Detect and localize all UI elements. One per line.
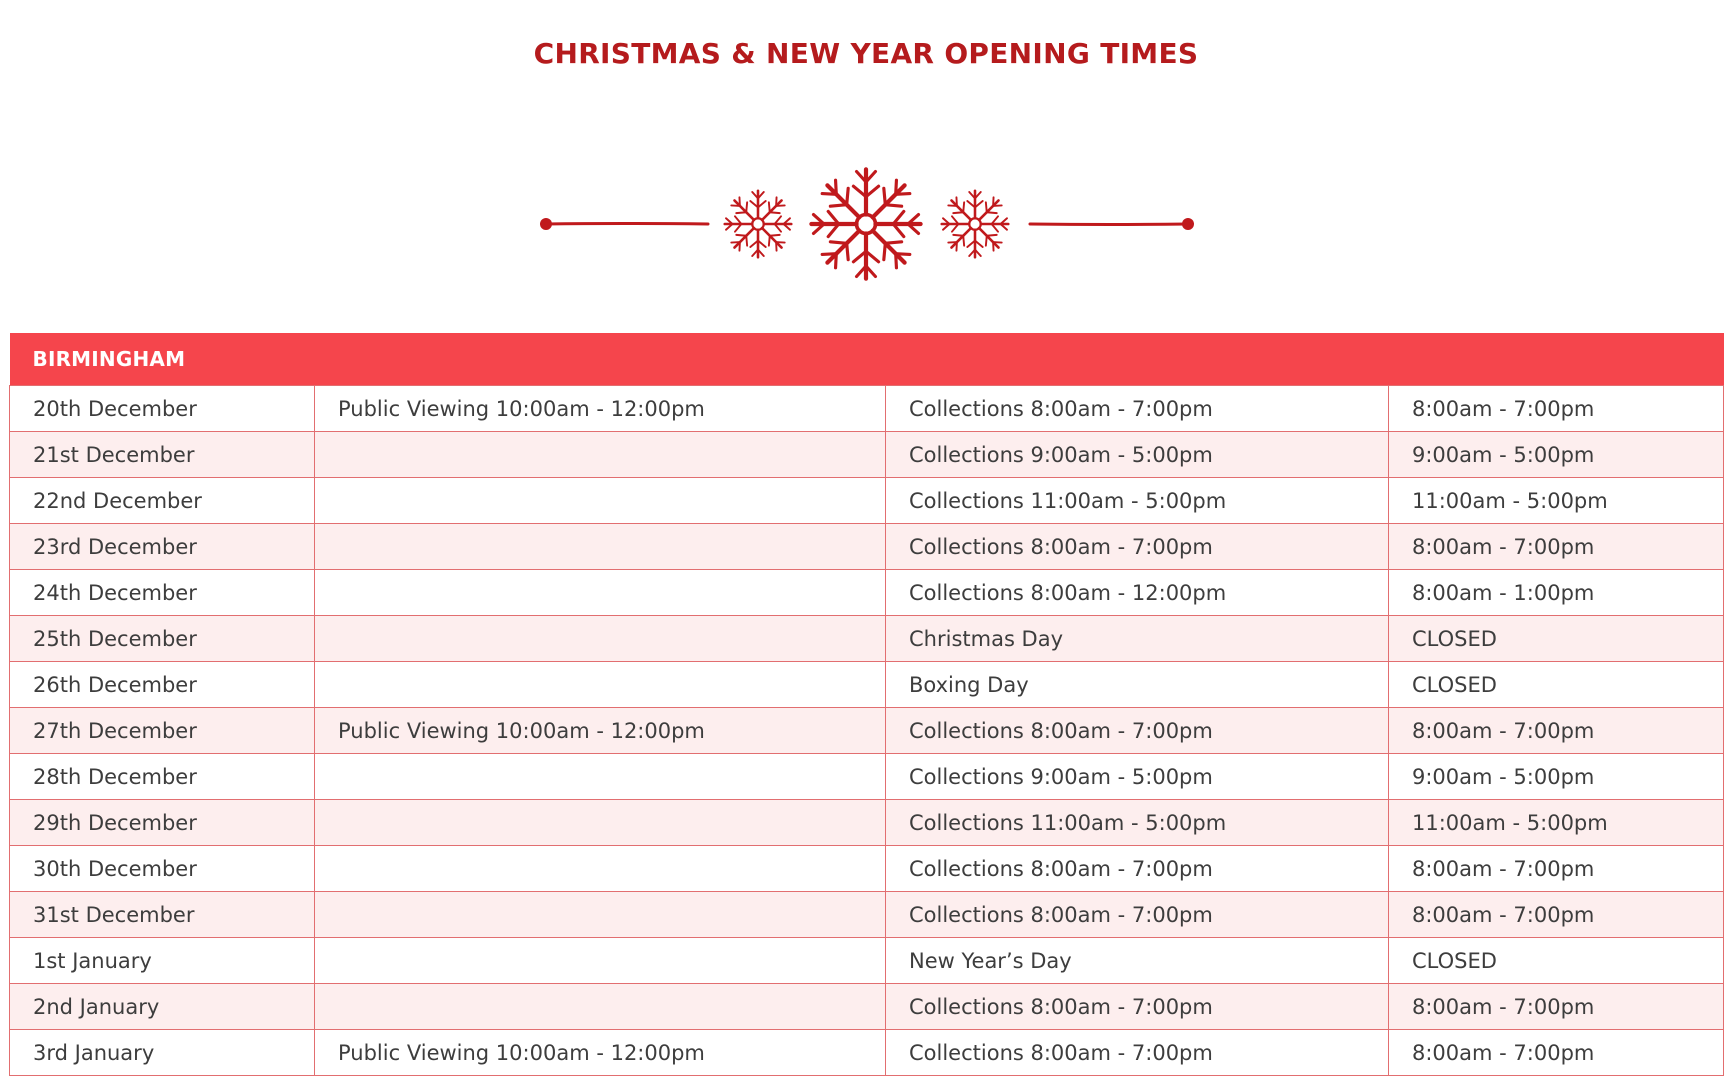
collections-cell: Collections 8:00am - 7:00pm <box>886 846 1389 892</box>
table-row <box>10 432 1724 478</box>
collections-cell: Collections 11:00am - 5:00pm <box>886 478 1389 524</box>
schedule-body <box>10 386 1724 1076</box>
viewing-cell: Public Viewing 10:00am - 12:00pm <box>315 1030 886 1076</box>
hours-cell: CLOSED <box>1389 616 1724 662</box>
date-cell: 27th December <box>10 708 315 754</box>
viewing-cell <box>315 662 886 708</box>
viewing-cell: Public Viewing 10:00am - 12:00pm <box>315 386 886 432</box>
hours-cell: 8:00am - 7:00pm <box>1389 386 1724 432</box>
viewing-cell <box>315 800 886 846</box>
table-row <box>10 754 1724 800</box>
date-cell: 26th December <box>10 662 315 708</box>
table-row <box>10 892 1724 938</box>
collections-cell: Collections 8:00am - 7:00pm <box>886 984 1389 1030</box>
viewing-cell <box>315 478 886 524</box>
collections-cell: Collections 9:00am - 5:00pm <box>886 754 1389 800</box>
hours-cell: 8:00am - 7:00pm <box>1389 708 1724 754</box>
collections-cell: Collections 8:00am - 7:00pm <box>886 386 1389 432</box>
hours-cell: 8:00am - 7:00pm <box>1389 524 1724 570</box>
opening-times-table <box>9 333 1724 1076</box>
collections-cell: Boxing Day <box>886 662 1389 708</box>
table-row <box>10 984 1724 1030</box>
collections-cell: Collections 11:00am - 5:00pm <box>886 800 1389 846</box>
divider-right-line <box>1030 224 1188 225</box>
date-cell: 31st December <box>10 892 315 938</box>
hours-cell: 11:00am - 5:00pm <box>1389 478 1724 524</box>
divider-right-dot <box>1182 218 1194 230</box>
hours-cell: CLOSED <box>1389 938 1724 984</box>
viewing-cell <box>315 984 886 1030</box>
collections-cell: Christmas Day <box>886 616 1389 662</box>
hours-cell: 8:00am - 7:00pm <box>1389 846 1724 892</box>
hours-cell: 8:00am - 1:00pm <box>1389 570 1724 616</box>
location-header-row <box>10 333 1724 386</box>
date-cell: 3rd January <box>10 1030 315 1076</box>
table-row <box>10 524 1724 570</box>
date-cell: 2nd January <box>10 984 315 1030</box>
hours-cell: 9:00am - 5:00pm <box>1389 754 1724 800</box>
collections-cell: Collections 8:00am - 7:00pm <box>886 892 1389 938</box>
table-row <box>10 1030 1724 1076</box>
viewing-cell <box>315 892 886 938</box>
date-cell: 29th December <box>10 800 315 846</box>
collections-cell: Collections 8:00am - 7:00pm <box>886 708 1389 754</box>
viewing-cell <box>315 754 886 800</box>
table-row <box>10 662 1724 708</box>
date-cell: 28th December <box>10 754 315 800</box>
small-snowflake-right-icon <box>942 191 1009 258</box>
collections-cell: Collections 8:00am - 7:00pm <box>886 524 1389 570</box>
snowflake-divider-icon <box>0 150 1732 290</box>
date-cell: 25th December <box>10 616 315 662</box>
table-row <box>10 616 1724 662</box>
hours-cell: 9:00am - 5:00pm <box>1389 432 1724 478</box>
table-row <box>10 708 1724 754</box>
viewing-cell <box>315 846 886 892</box>
small-snowflake-left-icon <box>725 191 792 258</box>
date-cell: 24th December <box>10 570 315 616</box>
table-row <box>10 570 1724 616</box>
page-title: CHRISTMAS & NEW YEAR OPENING TIMES <box>533 36 1199 70</box>
collections-cell: New Year’s Day <box>886 938 1389 984</box>
location-header: BIRMINGHAM <box>10 333 1724 386</box>
collections-cell: Collections 9:00am - 5:00pm <box>886 432 1389 478</box>
date-cell: 22nd December <box>10 478 315 524</box>
collections-cell: Collections 8:00am - 12:00pm <box>886 570 1389 616</box>
table-row <box>10 846 1724 892</box>
collections-cell: Collections 8:00am - 7:00pm <box>886 1030 1389 1076</box>
date-cell: 21st December <box>10 432 315 478</box>
viewing-cell <box>315 570 886 616</box>
large-snowflake-icon <box>811 169 920 278</box>
table-row <box>10 386 1724 432</box>
hours-cell: 8:00am - 7:00pm <box>1389 892 1724 938</box>
hours-cell: 8:00am - 7:00pm <box>1389 1030 1724 1076</box>
divider-left-line <box>546 224 708 225</box>
viewing-cell <box>315 524 886 570</box>
viewing-cell <box>315 432 886 478</box>
hours-cell: 8:00am - 7:00pm <box>1389 984 1724 1030</box>
hours-cell: CLOSED <box>1389 662 1724 708</box>
date-cell: 20th December <box>10 386 315 432</box>
viewing-cell: Public Viewing 10:00am - 12:00pm <box>315 708 886 754</box>
hours-cell: 11:00am - 5:00pm <box>1389 800 1724 846</box>
viewing-cell <box>315 616 886 662</box>
viewing-cell <box>315 938 886 984</box>
table-row <box>10 478 1724 524</box>
table-row <box>10 800 1724 846</box>
date-cell: 1st January <box>10 938 315 984</box>
date-cell: 30th December <box>10 846 315 892</box>
date-cell: 23rd December <box>10 524 315 570</box>
table-row <box>10 938 1724 984</box>
